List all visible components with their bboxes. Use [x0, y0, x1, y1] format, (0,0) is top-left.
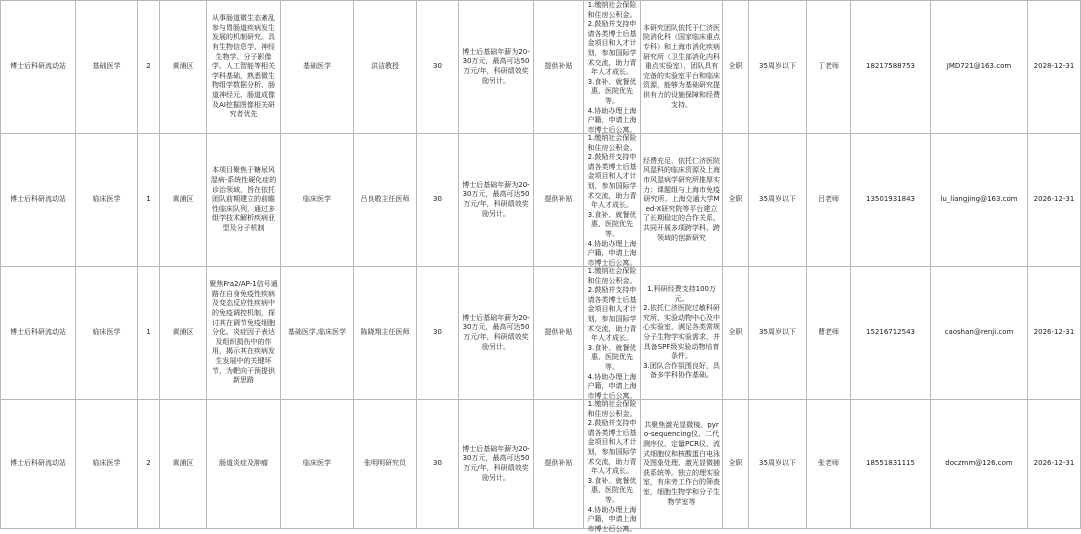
- salary-cell: 博士后基础年薪为20-30万元，最高可达50万元/年，科研绩效奖励另计。: [459, 1, 534, 134]
- total-cell: 30: [417, 400, 459, 529]
- field-cell: 基础医学: [281, 1, 354, 134]
- table-row: [1, 134, 1081, 267]
- count-cell: 2: [138, 400, 160, 529]
- discipline-cell: 临床医学: [76, 400, 138, 529]
- employment-type-cell: 全职: [723, 1, 749, 134]
- email-cell: caoshan@renji.com: [931, 267, 1028, 400]
- benefits-cell: [584, 400, 641, 533]
- table-row: [1, 400, 1081, 529]
- phone-cell: 15216712543: [851, 267, 931, 400]
- contact-cell: 丁老师: [807, 1, 851, 134]
- email-cell: doczmm@126.com: [931, 400, 1028, 529]
- age-cell: 35周岁以下: [749, 134, 807, 267]
- salary-cell: 博士后基础年薪为20-30万元，最高可达50万元/年，科研绩效奖励另计。: [459, 267, 534, 400]
- station-cell: 博士后科研流动站: [1, 1, 76, 134]
- station-cell: 博士后科研流动站: [1, 134, 76, 267]
- contact-cell: 曹老师: [807, 267, 851, 400]
- field-cell: 基础医学,临床医学: [281, 267, 354, 400]
- benefits-text: 1.缴纳社会保险和住房公积金。 2.鼓励并支持申请各类博士后基金项目和人才计划，参加国际学术交流，助力青年人才成长。 3.食补、就餐优惠、医院优先等。 4.协助办理上海户籍，申请上海市博士后公寓。: [587, 267, 637, 400]
- benefits-cell: [584, 1, 641, 134]
- mentor-cell: 吕良敬主任医师: [354, 134, 417, 267]
- total-cell: 30: [417, 134, 459, 267]
- benefits-text: 1.缴纳社会保险和住房公积金。 2.鼓励并支持申请各类博士后基金项目和人才计划，参加国际学术交流，助力青年人才成长。 3.食补、就餐优惠、医院优先等。 4.协助办理上海户籍，申请上海市博士后公寓。: [587, 1, 637, 134]
- station-cell: 博士后科研流动站: [1, 400, 76, 529]
- district-cell: 黄浦区: [160, 134, 207, 267]
- field-cell: 临床医学: [281, 134, 354, 267]
- deadline-cell: 2026-12-31: [1028, 267, 1081, 400]
- conditions-cell: 共聚焦激光显微镜、pyro-sequencing仪、二代测序仪、定量PCR仪、流式细胞仪和核酸蛋白电泳及图象处理、激光显微捕获系统等。独立的理实验室，有床旁工作台的筛查室，细胞生物学和分子生物学室等: [641, 400, 723, 529]
- deadline-cell: 2026-12-31: [1028, 400, 1081, 529]
- phone-cell: 18551831115: [851, 400, 931, 529]
- employment-type-cell: 全职: [723, 400, 749, 529]
- benefits-cell: [584, 267, 641, 400]
- research-direction-cell: 本项目聚焦于糖尿风湿病-系统性硬化症的诊治领域，旨在依托团队前期建立的前瞻性临床队列，通过多组学技术解析疾病亚型及分子机制: [207, 134, 281, 267]
- count-cell: 1: [138, 134, 160, 267]
- age-cell: 35周岁以下: [749, 267, 807, 400]
- deadline-cell: 2026-12-31: [1028, 134, 1081, 267]
- employment-type-cell: 全职: [723, 134, 749, 267]
- salary-cell: 博士后基础年薪为20-30万元，最高可达50万元/年，科研绩效奖励另计。: [459, 134, 534, 267]
- benefits-text: 1.缴纳社会保险和住房公积金。 2.鼓励并支持申请各类博士后基金项目和人才计划，参加国际学术交流，助力青年人才成长。 3.食补、就餐优惠、医院优先等。 4.协助办理上海户籍，申请上海市博士后公寓。: [587, 134, 637, 267]
- mentor-cell: 张明明研究员: [354, 400, 417, 529]
- district-cell: 黄浦区: [160, 1, 207, 134]
- phone-cell: 13501931843: [851, 134, 931, 267]
- table-row: [1, 267, 1081, 400]
- discipline-cell: 临床医学: [76, 134, 138, 267]
- benefits-cell: [584, 134, 641, 267]
- station-cell: 博士后科研流动站: [1, 267, 76, 400]
- phone-cell: 18217588753: [851, 1, 931, 134]
- mentor-cell: 陈晓翔主任医师: [354, 267, 417, 400]
- mentor-cell: 洪洁教授: [354, 1, 417, 134]
- age-cell: 35周岁以下: [749, 1, 807, 134]
- subsidy-cell: 提供补贴: [534, 1, 584, 134]
- employment-type-cell: 全职: [723, 267, 749, 400]
- research-direction-cell: 从事肠道微生态紊乱参与胃肠道疾病发生发展的机制研究。具有生物信息学、神经生物学、分子影像学、人工智能等相关学科基础，熟悉微生物组学数据分析、肠道神经元、肠道成像及AI挖掘图像相关研究者优先: [207, 1, 281, 134]
- contact-cell: 张老师: [807, 400, 851, 529]
- total-cell: 30: [417, 1, 459, 134]
- total-cell: 30: [417, 267, 459, 400]
- deadline-cell: 2028-12-31: [1028, 1, 1081, 134]
- conditions-cell: 经费充足，依托仁济医院风湿科的临床资源及上海市风湿病学研究所推厚实力；课题组与上海市免疫研究所、上海交通大学Med-X研究院等平台建立了长期稳定的合作关系，共同开展多项跨学科、跨领域的创新研究: [641, 134, 723, 267]
- discipline-cell: 临床医学: [76, 267, 138, 400]
- discipline-cell: 基础医学: [76, 1, 138, 134]
- email-cell: JMD721@163.com: [931, 1, 1028, 134]
- subsidy-cell: 提供补贴: [534, 400, 584, 529]
- count-cell: 2: [138, 1, 160, 134]
- district-cell: 黄浦区: [160, 267, 207, 400]
- email-cell: lu_liangjing@163.com: [931, 134, 1028, 267]
- conditions-cell: 1.科研经费支持100万元。 2.依托仁济医院过敏科研究所，实验动物中心及中心实验室，满足各类常规分子生物学实验需求，并具备SPF级实验动物培育条件。 3.团队合作氛围良好，具备多学科协作基础。: [641, 267, 723, 400]
- district-cell: 黄浦区: [160, 400, 207, 529]
- conditions-cell: 本研究团队依托于仁济医院消化科（国家临床重点专科）和上海市消化疾病研究所（卫生部消化内科重点实验室），团队具有完备的实验室平台和临床资源，能够为基础研究提供有力的设施保障和经费支持。: [641, 1, 723, 134]
- age-cell: 35周岁以下: [749, 400, 807, 529]
- field-cell: 临床医学: [281, 400, 354, 529]
- table-row: [1, 1, 1081, 134]
- benefits-text: 1.缴纳社会保险和住房公积金。 2.鼓励并支持申请各类博士后基金项目和人才计划，参加国际学术交流，助力青年人才成长。 3.食补、就餐优惠、医院优先等。 4.协助办理上海户籍，申请上海市博士后公寓。: [587, 400, 637, 533]
- research-direction-cell: 肠道炎症及肿瘤: [207, 400, 281, 529]
- salary-cell: 博士后基础年薪为20-30万元，最高可达50万元/年，科研绩效奖励另计。: [459, 400, 534, 529]
- count-cell: 1: [138, 267, 160, 400]
- subsidy-cell: 提供补贴: [534, 267, 584, 400]
- subsidy-cell: 提供补贴: [534, 134, 584, 267]
- contact-cell: 吕老师: [807, 134, 851, 267]
- research-direction-cell: 聚焦Fra2/AP-1信号通路在自身免疫性疾病及变态反应性疾病中的免疫调控机制，探讨其在调节免疫细胞分化、炎症因子表达及组织损伤中的作用，揭示其在疾病发生发展中的关键环节，为靶向干预提供新思路: [207, 267, 281, 400]
